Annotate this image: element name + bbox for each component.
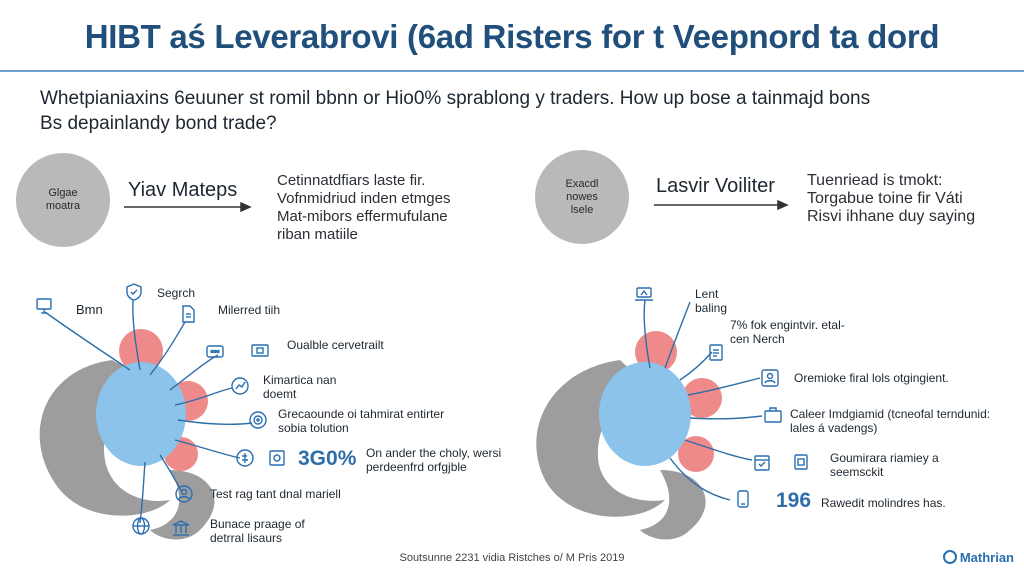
right-label-lent: Lent baling <box>695 287 728 315</box>
target-icon <box>248 410 268 430</box>
brand-mark-icon <box>943 550 957 564</box>
flow-label-left: Yiav Mateps <box>128 179 238 201</box>
flow-circle-right-text: Exacdl nowes lsele <box>565 177 599 216</box>
calendar-icon <box>752 452 772 472</box>
left-label-search: Segrch <box>157 286 196 300</box>
right-big-number: 196 <box>776 489 812 512</box>
receipt-icon <box>791 452 811 472</box>
left-label-milerred: Milerred tiih <box>218 303 281 317</box>
document-icon <box>178 304 198 324</box>
flow-circle-left-text: Glgae moatra <box>45 187 81 212</box>
flow-desc-right <box>807 172 975 226</box>
left-label-test-rag: Test rag tant dnal mariell <box>210 487 341 501</box>
laptop-icon <box>634 284 654 304</box>
intro-line-1: Whetpianiaxins 6euuner st romil bbnn or Hio0% sprablong y traders. How up bose a tainmajd bons <box>40 88 871 109</box>
user-icon <box>174 484 194 504</box>
flow-desc-right-line: Torgabue toine fir Váti <box>807 190 963 207</box>
brand-name: Mathrian <box>959 550 1014 565</box>
people-icon <box>760 368 780 388</box>
source-caption: Soutsunne 2231 vidia Ristches o/ M Pris 2019 <box>399 552 625 564</box>
flow-desc-left <box>277 172 450 244</box>
clipboard-icon <box>706 342 726 362</box>
flow-desc-left-line: Cetinnatdfiars laste fir. <box>277 172 426 189</box>
flow-arrow-right <box>654 201 787 209</box>
flow-desc-left-line: Vofnmidriud inden etmges <box>277 190 451 207</box>
right-blue-hub <box>599 362 691 466</box>
chart-icon <box>230 376 250 396</box>
flow-arrow-left <box>124 203 250 211</box>
left-label-bmn: Bmn <box>76 302 103 317</box>
briefcase-icon <box>763 405 783 425</box>
bank-icon <box>171 518 191 538</box>
right-label-oremioke: Oremioke firal lols otgingient. <box>794 371 949 385</box>
flow-circle-left <box>16 153 110 247</box>
left-label-on-ander: On ander the choly, wersi perdeenfrd orfgjble <box>366 446 502 474</box>
globe-icon <box>131 516 151 536</box>
flow-desc-left-line: riban matiile <box>277 226 358 243</box>
flow-circle-right <box>535 150 629 244</box>
wallet-icon <box>250 340 270 360</box>
right-label-goumirara: Goumirara riamiey a seemsckit <box>830 451 939 479</box>
safe-icon <box>267 448 287 468</box>
left-hub <box>40 329 215 539</box>
left-label-grecaounde: Grecaounde oi tahmirat entirter sobia tolution <box>278 407 445 435</box>
flow-desc-left-line: Mat-mibors effermufulane <box>277 208 448 225</box>
right-label-rawedit: Rawedit molindres has. <box>821 496 946 510</box>
intro-line-2: Bs depainlandy bond trade? <box>40 113 277 134</box>
left-label-oualble: Oualble cervetrailt <box>287 338 384 352</box>
right-hub <box>536 331 722 539</box>
flow-desc-right-line: Tuenriead is tmokt: <box>807 172 943 189</box>
right-label-fok: 7% fok engintvir. etal-cen Nerch <box>730 318 845 346</box>
chat-icon <box>205 342 225 362</box>
left-label-kimartica: Kimartica nan doemt <box>263 373 337 401</box>
right-label-caleer: Caleer Imdgiamid (tcneofal terndunid: lales á vadengs) <box>790 407 991 435</box>
page-title: HIBT aś Leverabrovi (6ad Risters for t Veepnord ta dord <box>84 18 940 55</box>
shield-icon <box>124 282 144 302</box>
phone-icon <box>733 489 753 509</box>
monitor-icon <box>34 296 54 316</box>
coin-icon <box>235 448 255 468</box>
left-big-number: 3G0% <box>298 447 357 470</box>
left-blue-hub <box>96 362 186 466</box>
brand-logo <box>943 550 1014 565</box>
left-label-bunace: Bunace praage of detrral lisaurs <box>210 517 305 545</box>
flow-desc-right-line: Risvi ihhane duy saying <box>807 208 976 225</box>
flow-label-right: Lasvir Voiliter <box>656 175 775 197</box>
